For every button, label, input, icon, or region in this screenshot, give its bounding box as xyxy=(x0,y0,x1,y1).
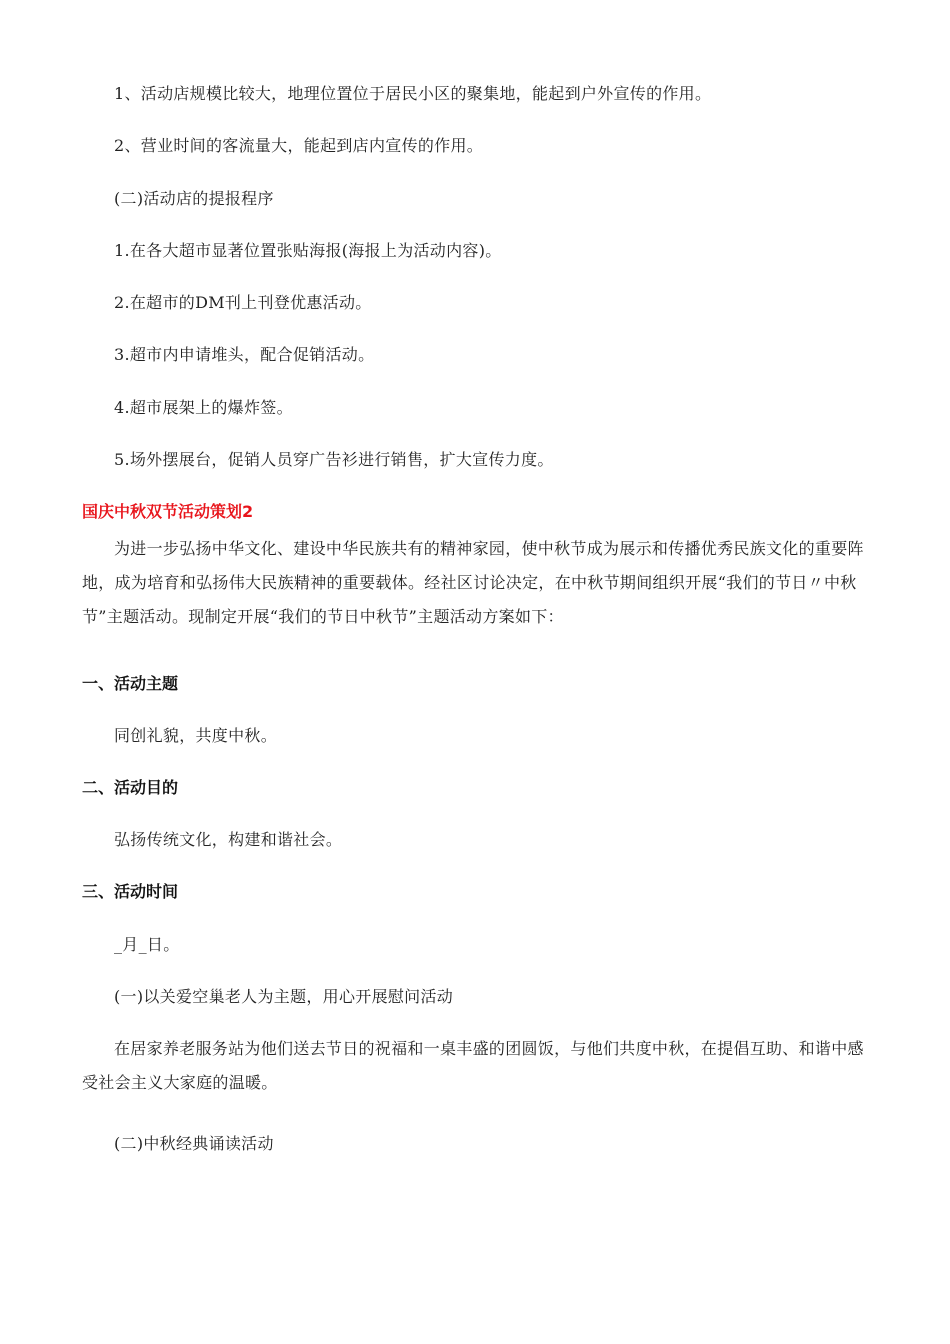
heading-purpose: 二、活动目的 xyxy=(82,778,179,797)
date-text: _月_日。 xyxy=(114,935,180,954)
intro-paragraph: 为进一步弘扬中华文化、建设中华民族共有的精神家园，使中秋节成为展示和传播优秀民族文化的重要阵地，成为培育和弘扬伟大民族精神的重要载体。经社区讨论决定，在中秋节期间组织开展“我们的节日〃中秋节”主题活动。现制定开展“我们的节日中秋节”主题活动方案如下： xyxy=(82,539,864,626)
list-item: 2、营业时间的客流量大，能起到店内宣传的作用。 xyxy=(114,136,484,155)
purpose-text: 弘扬传统文化，构建和谐社会。 xyxy=(114,830,343,849)
heading-theme: 一、活动主题 xyxy=(82,674,179,693)
heading-time: 三、活动时间 xyxy=(82,882,179,901)
subsection-title: (二)活动店的提报程序 xyxy=(114,189,274,208)
list-item: 2.在超市的DM刊上刊登优惠活动。 xyxy=(114,293,372,312)
list-item: 1、活动店规模比较大，地理位置位于居民小区的聚集地，能起到户外宣传的作用。 xyxy=(114,84,712,103)
theme-text: 同创礼貌，共度中秋。 xyxy=(114,726,278,745)
list-item: 5.场外摆展台，促销人员穿广告衫进行销售，扩大宣传力度。 xyxy=(114,450,554,469)
list-item: 3.超市内申请堆头，配合促销活动。 xyxy=(114,345,375,364)
section-title: 国庆中秋双节活动策划2 xyxy=(82,502,254,521)
item-1-title: (一)以关爱空巢老人为主题，用心开展慰问活动 xyxy=(114,987,454,1006)
list-item: 1.在各大超市显著位置张贴海报(海报上为活动内容)。 xyxy=(114,241,502,260)
item-2-title: (二)中秋经典诵读活动 xyxy=(114,1134,274,1153)
item-1-paragraph: 在居家养老服务站为他们送去节日的祝福和一桌丰盛的团圆饭，与他们共度中秋，在提倡互助、和谐中感受社会主义大家庭的温暖。 xyxy=(82,1039,864,1092)
list-item: 4.超市展架上的爆炸签。 xyxy=(114,398,293,417)
